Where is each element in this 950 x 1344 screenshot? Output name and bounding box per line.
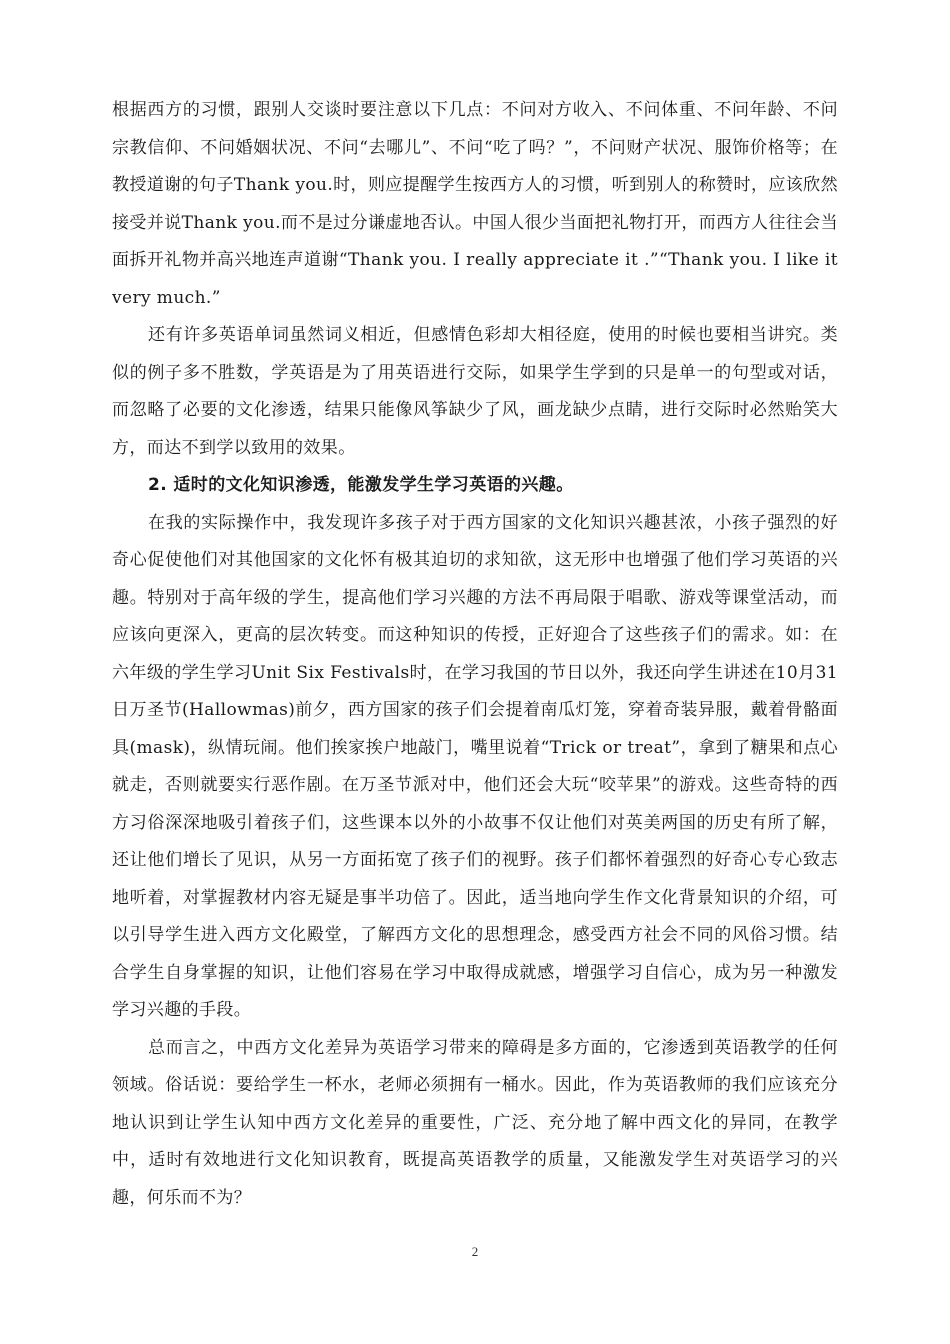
section-heading: 2. 适时的文化知识渗透，能激发学生学习英语的兴趣。 [148, 475, 574, 495]
paragraph-conclusion: 总而言之，中西方文化差异为英语学习带来的障碍是多方面的，它渗透到英语教学的任何领域。俗话说：要给学生一杯水，老师必须拥有一桶水。因此，作为英语教师的我们应该充分地认识到让学生认知中西方文化差异的重要性，广泛、充分地了解中西文化的异同，在教学中，适时有效地进行文化知识教育，既提高英语教学的质量，又能激发学生对英语学习的兴趣，何乐而不为？ [112, 1037, 838, 1208]
page-number: 2 [471, 1244, 479, 1259]
paragraph-western-etiquette: 根据西方的习惯，跟别人交谈时要注意以下几点：不问对方收入、不问体重、不问年龄、不问宗教信仰、不问婚姻状况、不问“去哪儿”、不问“吃了吗？”，不问财产状况、服饰价格等；在教授道谢的句子Thank you.时，则应提醒学生按西方人的习惯，听到别人的称赞时，应该欣然接受并说Thank you.而不是过分谦虚地否认。中国人很少当面把礼物打开，而西方人往往会当面拆开礼物并高兴地连声道谢“Thank you. I really appreciate it .”“Thank you. I like it very much.” [112, 100, 838, 308]
paragraph-practical-experience: 在我的实际操作中，我发现许多孩子对于西方国家的文化知识兴趣甚浓，小孩子强烈的好奇心促使他们对其他国家的文化怀有极其迫切的求知欲，这无形中也增强了他们学习英语的兴趣。特别对于高年级的学生，提高他们学习兴趣的方法不再局限于唱歌、游戏等课堂活动，而应该向更深入，更高的层次转变。而这种知识的传授，正好迎合了这些孩子们的需求。如：在六年级的学生学习Unit Six Festivals时，在学习我国的节日以外，我还向学生讲述在10月31日万圣节(Hallowmas)前夕，西方国家的孩子们会提着南瓜灯笼，穿着奇装异服，戴着骨骼面具(mask)，纵情玩闹。他们挨家挨户地敲门，嘴里说着“Trick or treat”，拿到了糖果和点心就走，否则就要实行恶作剧。在万圣节派对中，他们还会大玩“咬苹果”的游戏。这些奇特的西方习俗深深地吸引着孩子们，这些课本以外的小故事不仅让他们对英美两国的历史有所了解，还让他们增长了见识，从另一方面拓宽了孩子们的视野。孩子们都怀着强烈的好奇心专心致志地听着，对掌握教材内容无疑是事半功倍了。因此，适当地向学生作文化背景知识的介绍，可以引导学生进入西方文化殿堂，了解西方文化的思想理念，感受西方社会不同的风俗习惯。结合学生自身掌握的知识，让他们容易在学习中取得成就感，增强学习自信心，成为另一种激发学习兴趣的手段。 [112, 512, 838, 1020]
document-page [112, 92, 838, 1217]
paragraph-word-connotation: 还有许多英语单词虽然词义相近，但感情色彩却大相径庭，使用的时候也要相当讲究。类似的例子多不胜数，学英语是为了用英语进行交际，如果学生学到的只是单一的句型或对话，而忽略了必要的文化渗透，结果只能像风筝缺少了风，画龙缺少点睛，进行交际时必然贻笑大方，而达不到学以致用的效果。 [112, 325, 838, 458]
